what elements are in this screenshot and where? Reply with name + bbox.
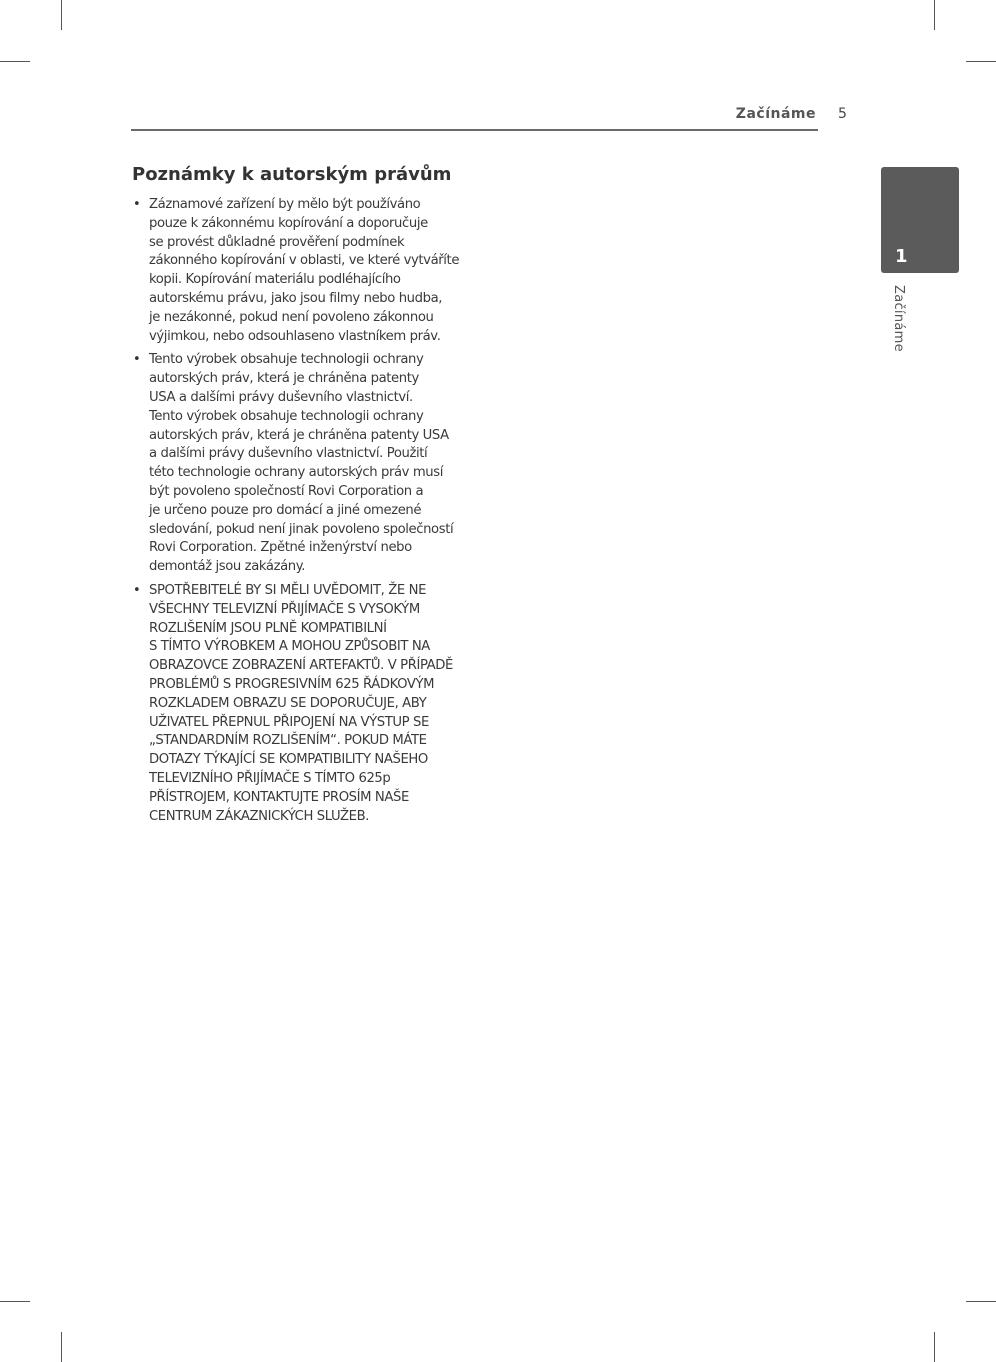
- list-item: [131, 351, 491, 577]
- bullet-icon: •: [133, 197, 141, 212]
- crop-mark-bottom-left-horizontal: [0, 1301, 30, 1302]
- header-rule: [131, 129, 818, 131]
- chapter-tab: [881, 167, 959, 273]
- crop-mark-top-left-horizontal: [0, 61, 30, 62]
- bullet-text: SPOTŘEBITELÉ BY SI MĚLI UVĚDOMIT, ŽE NE VŠECHNY TELEVIZNÍ PŘIJÍMAČE S VYSOKÝM ROZLIŠENÍM JSOU PLNĚ KOMPATIBILNÍ S TÍMTO VÝROBKEM A MOHOU ZPŮSOBIT NA OBRAZOVCE ZOBRAZENÍ ARTEFAKTŮ. V PŘÍPADĚ PROBLÉMŮ S PROGRESIVNÍM 625 ŘÁDKOVÝM ROZKLADEM OBRAZU SE DOPORUČUJE, ABY UŽIVATEL PŘEPNUL PŘIPOJENÍ NA VÝSTUP SE „STANDARDNÍM ROZLIŠENÍM“. POKUD MÁTE DOTAZY TÝKAJÍCÍ SE KOMPATIBILITY NAŠEHO TELEVIZNÍHO PŘIJÍMAČE S TÍMTO 625p PŘÍSTROJEM, KONTAKTUJTE PROSÍM NAŠE CENTRUM ZÁKAZNICKÝCH SLUŽEB.: [149, 582, 453, 824]
- crop-mark-top-right-vertical: [934, 0, 935, 30]
- chapter-tab-number: 1: [895, 246, 908, 267]
- running-header-title: Začínáme: [735, 106, 816, 122]
- bullet-icon: •: [133, 352, 141, 368]
- crop-mark-bottom-right-vertical: [934, 1332, 935, 1362]
- bullet-text: Záznamové zařízení by mělo být používáno pouze k zákonnému kopírování a doporučuje se provést důkladné prověření podmínek zákonného kopírování v oblasti, ve které vytváříte kopii. Kopírování materiálu podléhajícího autorskému právu, jako jsou filmy nebo hudba, je nezákonné, pokud není povoleno zákonnou výjimkou, nebo odsouhlaseno vlastníkem práv.: [149, 197, 460, 344]
- bullet-text: Tento výrobek obsahuje technologii ochrany autorských práv, která je chráněna patenty USA a dalšími právy duševního vlastnictví. Tento výrobek obsahuje technologii ochrany autorských práv, která je chráněna patenty USA a dalšími právy duševního vlastnictví. Použití této technologie ochrany autorských práv musí být povoleno společností Rovi Corporation a je určeno pouze pro domácí a jiné omezené sledování, pokud není jinak povoleno společností Rovi Corporation. Zpětné inženýrství nebo demontáž jsou zakázány.: [149, 352, 454, 575]
- section-body: [131, 196, 491, 831]
- bullet-list: [131, 196, 491, 826]
- crop-mark-bottom-right-horizontal: [966, 1301, 996, 1302]
- section-title: Poznámky k autorským právům: [132, 164, 452, 185]
- crop-mark-top-right-horizontal: [966, 61, 996, 62]
- page-number: 5: [838, 106, 847, 122]
- crop-mark-bottom-left-vertical: [61, 1332, 62, 1362]
- chapter-tab-label: Začínáme: [891, 285, 906, 352]
- list-item: [131, 196, 491, 346]
- bullet-icon: •: [133, 582, 141, 598]
- list-item: [131, 582, 491, 826]
- crop-mark-top-left-vertical: [61, 0, 62, 30]
